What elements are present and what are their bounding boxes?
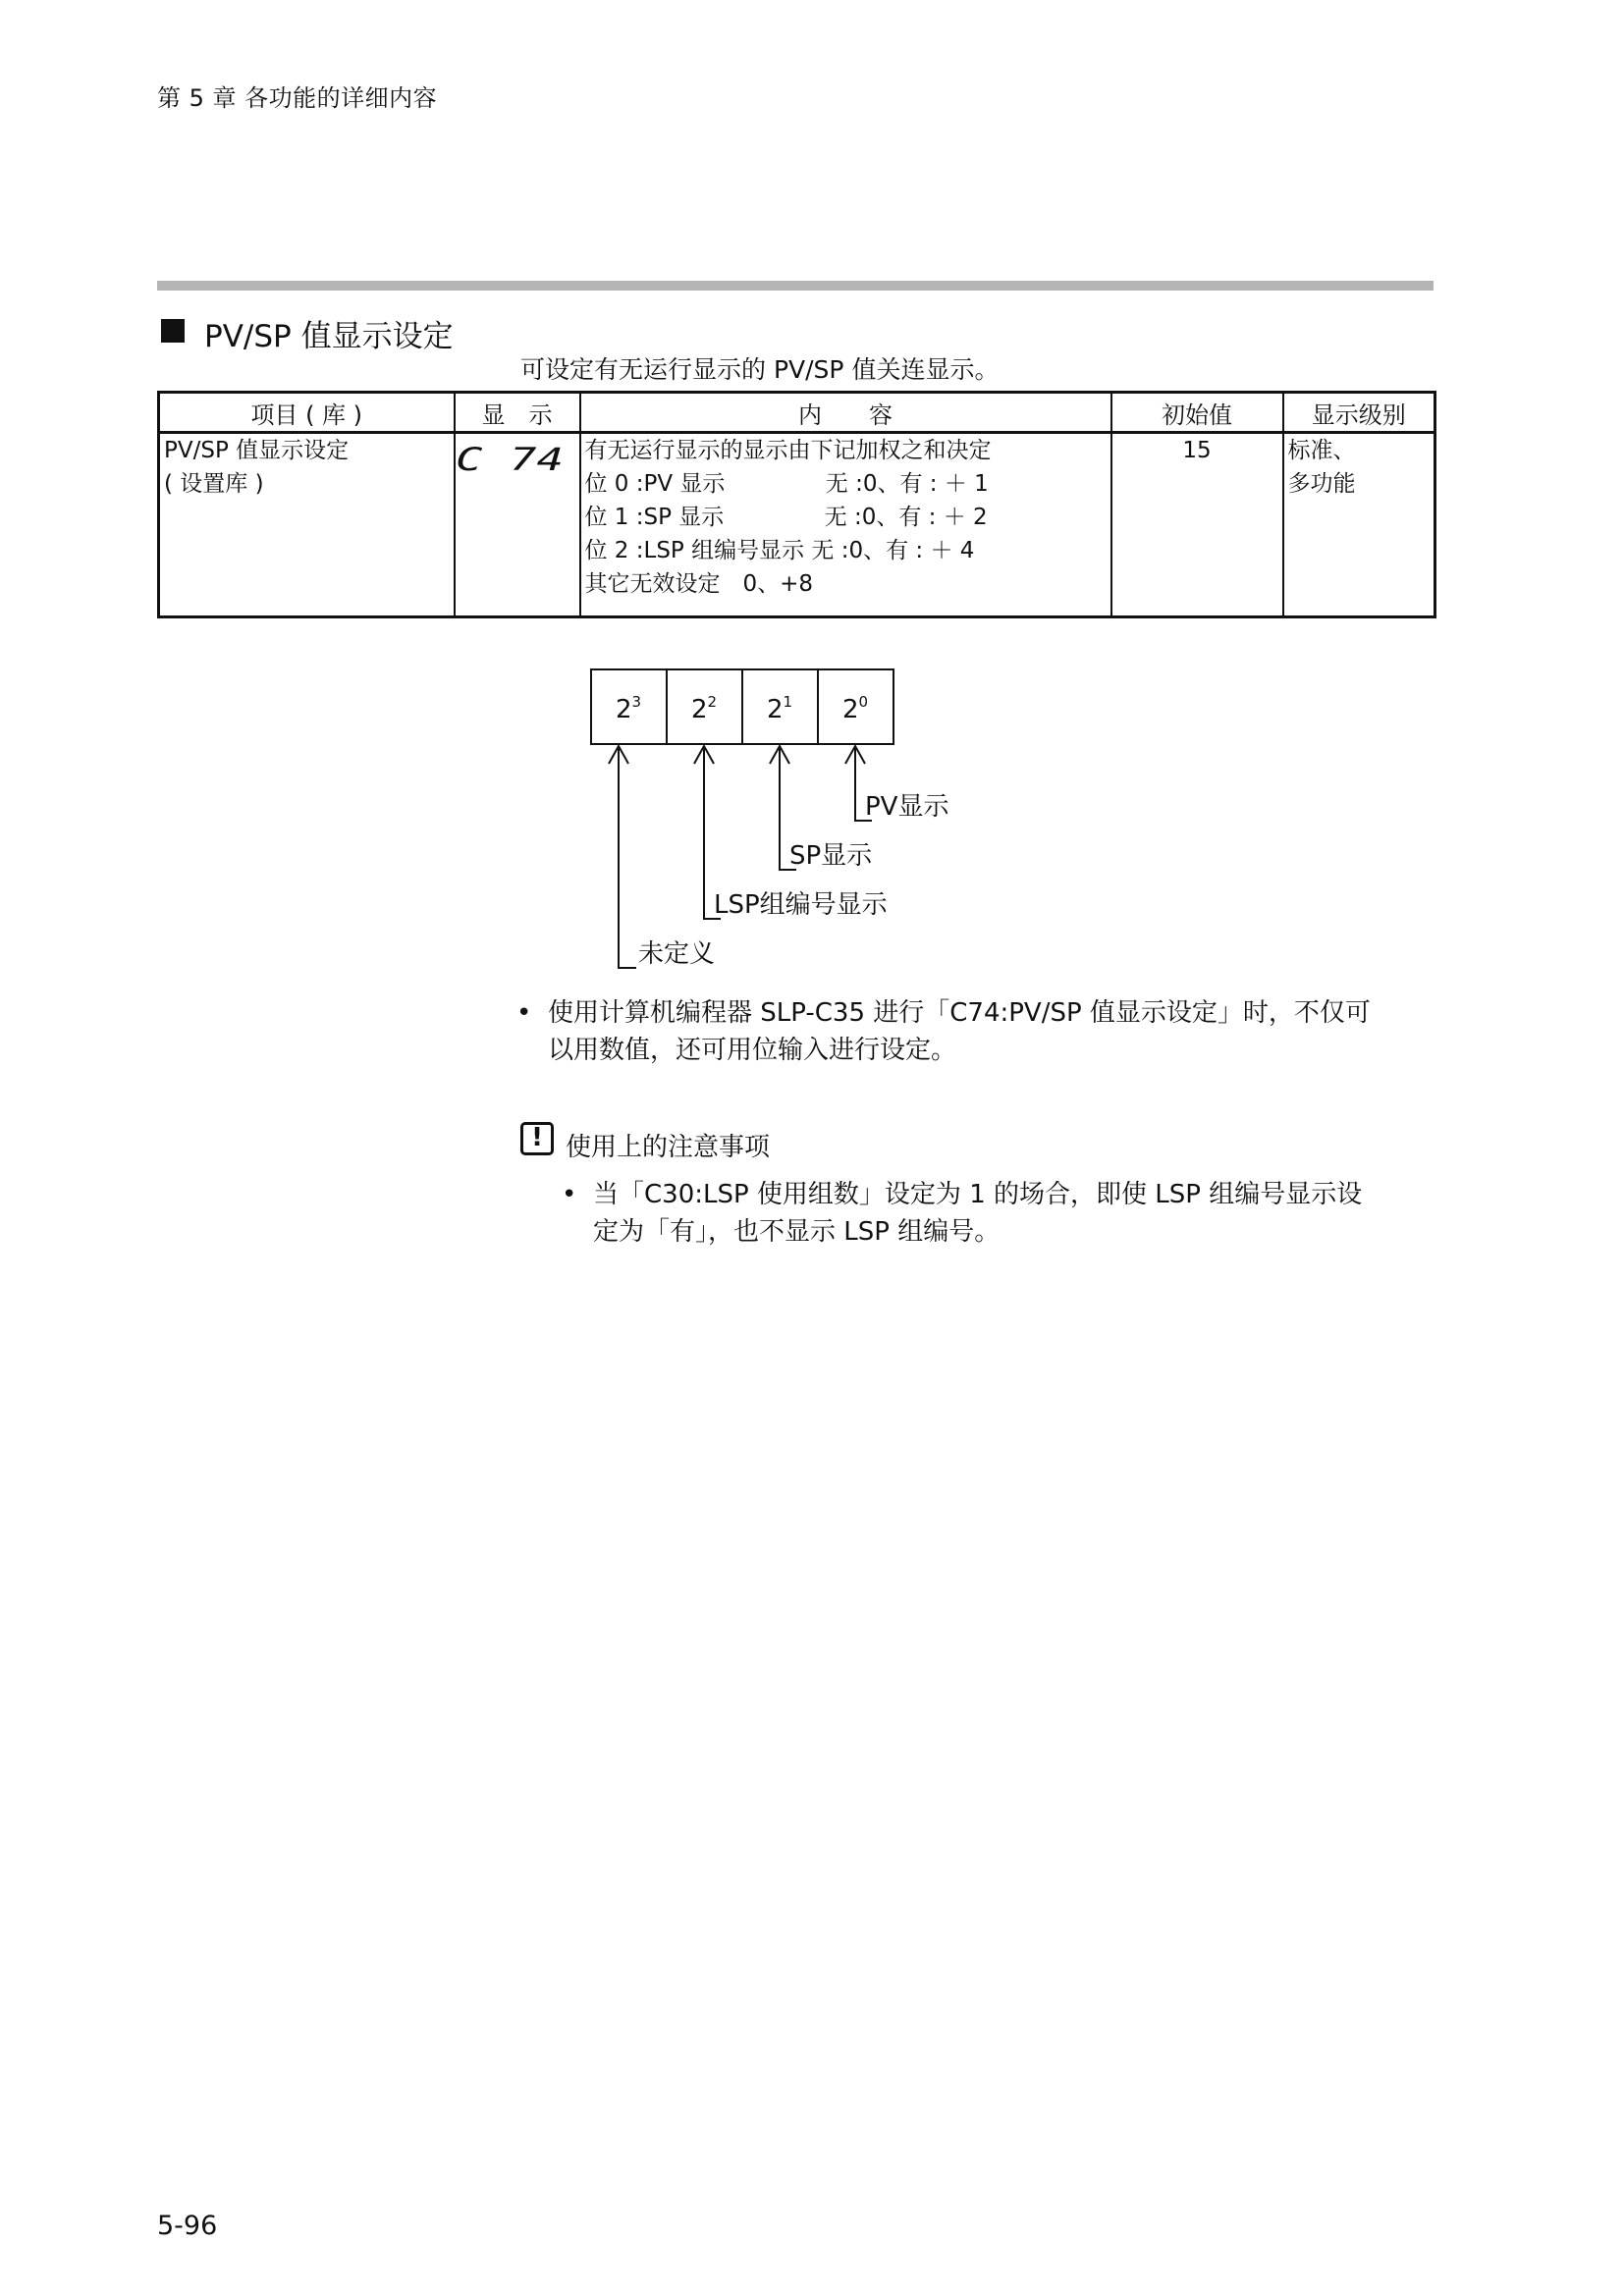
section-title: PV/SP 值显示设定 (204, 319, 454, 354)
bit-label-2: $2^2$ (690, 693, 718, 724)
item-bank: ( 设置库 ) (164, 471, 264, 497)
content-line: 有无运行显示的显示由下记加权之和决定 (584, 438, 992, 463)
bit-weight-diagram (587, 666, 1019, 980)
label-sp-display: SP显示 (789, 841, 873, 871)
cell-display-level (1283, 433, 1435, 617)
content-line: 位 0 :PV 显示 无 :0、有 : ＋ 1 (584, 471, 989, 497)
item-name: PV/SP 值显示设定 (164, 438, 350, 463)
header-item: 项目 ( 库 ) (159, 393, 455, 433)
caution-text (593, 1176, 1362, 1251)
section-intro: 可设定有无运行显示的 PV/SP 值关连显示。 (520, 355, 1000, 384)
section-divider (157, 281, 1434, 291)
cell-content (580, 433, 1111, 617)
label-lsp-group-display: LSP组编号显示 (714, 890, 888, 920)
content-line: 其它无效设定 0、+8 (584, 571, 814, 597)
caution-line: 定为「有」，也不显示 LSP 组编号。 (593, 1217, 1001, 1247)
label-undefined: 未定义 (638, 939, 716, 969)
bit-label-1: $2^1$ (766, 693, 793, 724)
level-line: 标准、 (1287, 438, 1356, 463)
header-content: 内 容 (580, 393, 1111, 433)
header-display-level: 显示级别 (1283, 393, 1435, 433)
level-line: 多功能 (1287, 471, 1356, 497)
note-text (548, 994, 1371, 1069)
caution-title: 使用上的注意事项 (566, 1133, 771, 1162)
arrow-undefined (609, 746, 636, 968)
bullet-icon: • (562, 1180, 577, 1209)
label-pv-display: PV显示 (865, 792, 949, 822)
header-initial-value: 初始值 (1111, 393, 1283, 433)
caution-line: 当「C30:LSP 使用组数」设定为 1 的场合，即使 LSP 组编号显示设 (593, 1180, 1363, 1209)
header-display: 显 示 (455, 393, 580, 433)
bullet-icon: • (516, 998, 532, 1028)
table-row (159, 433, 1435, 617)
cell-initial-value: 15 (1111, 433, 1283, 617)
cell-item (159, 433, 455, 617)
seven-segment-display (456, 442, 577, 475)
content-line: 位 1 :SP 显示 无 :0、有 : ＋ 2 (584, 505, 988, 530)
content-line: 位 2 :LSP 组编号显示 无 :0、有 : ＋ 4 (584, 538, 975, 563)
bit-label-3: $2^3$ (615, 693, 642, 724)
caution-icon: ! (520, 1122, 554, 1155)
table-header-row (159, 393, 1435, 433)
cell-display (455, 433, 580, 617)
parameter-table (157, 391, 1436, 618)
note-line: 使用计算机编程器 SLP-C35 进行「C74:PV/SP 值显示设定」时，不仅可 (548, 998, 1371, 1028)
bit-label-0: $2^0$ (841, 693, 869, 724)
chapter-header: 第 5 章 各功能的详细内容 (157, 84, 438, 112)
page-number: 5-96 (157, 2211, 218, 2241)
note-line: 以用数值，还可用位输入进行设定。 (548, 1036, 957, 1065)
square-bullet-icon (161, 319, 185, 343)
display-code: C 74 (455, 442, 564, 475)
